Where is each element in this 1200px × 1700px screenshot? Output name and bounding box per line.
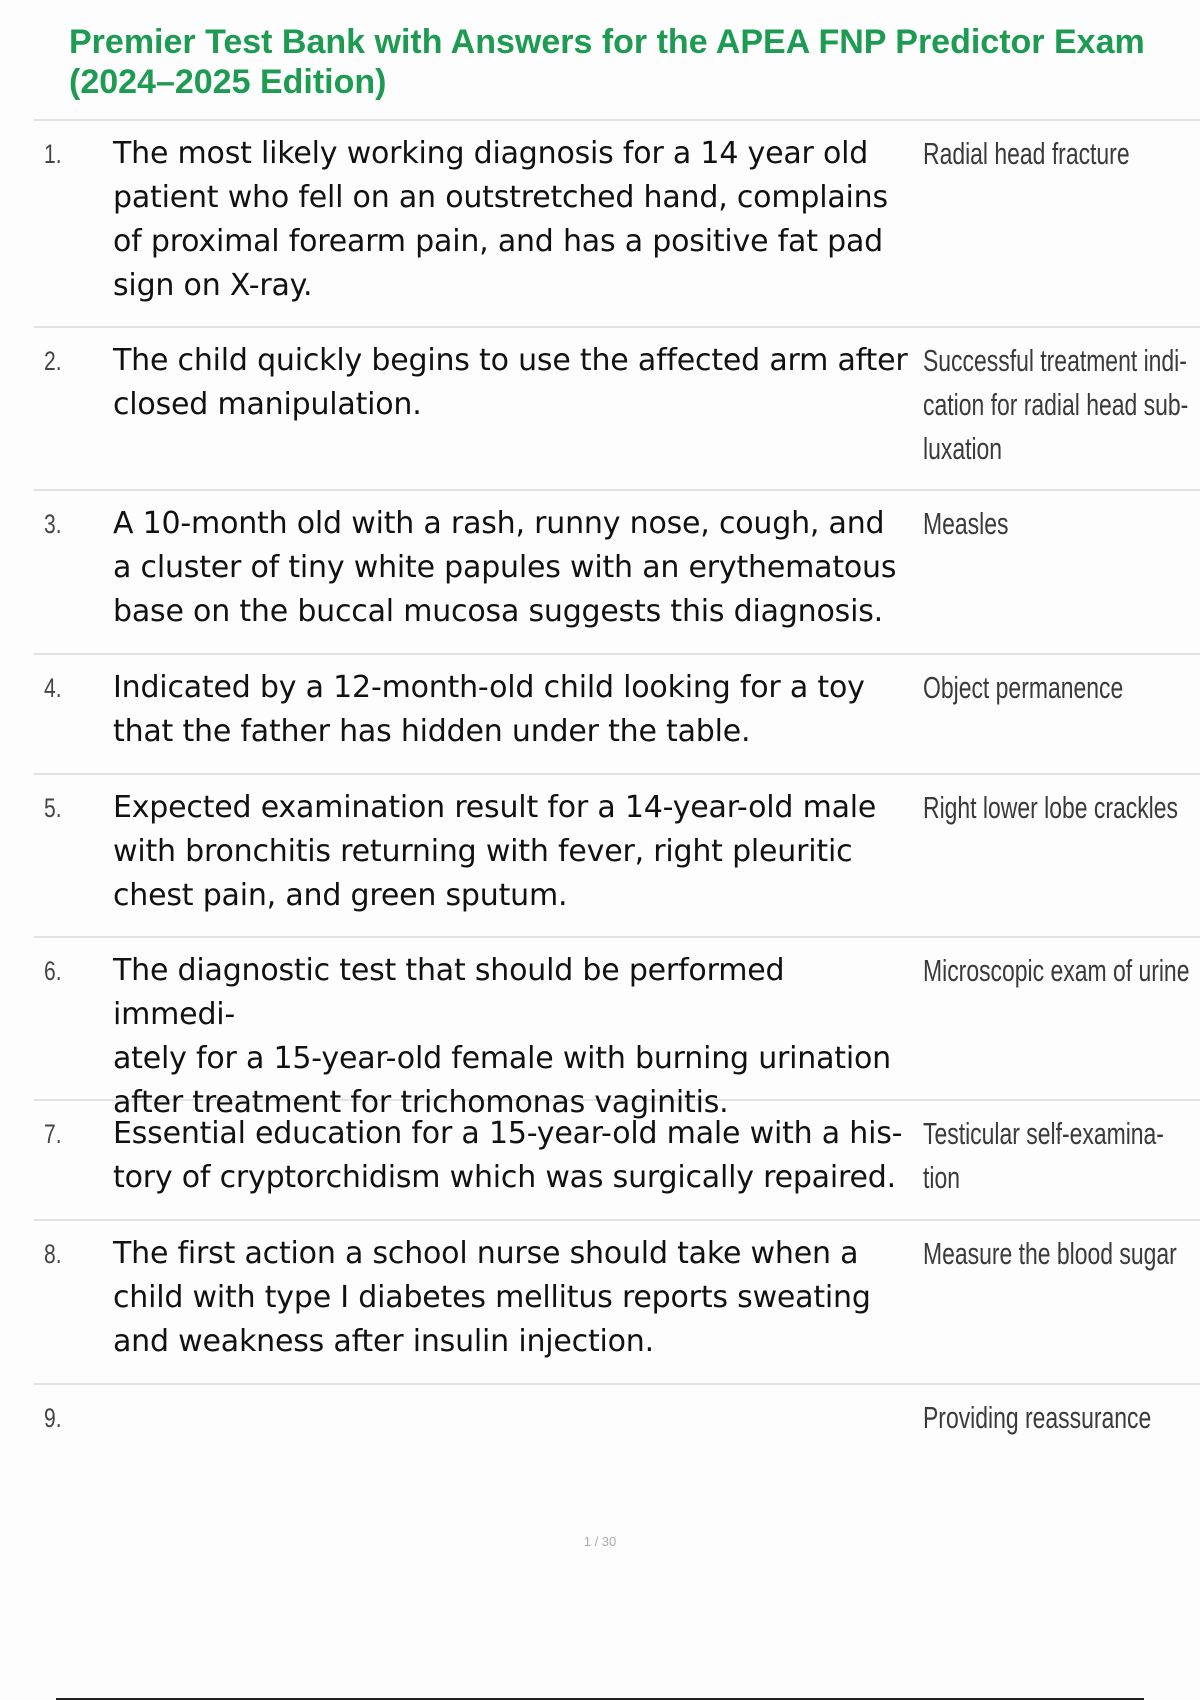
row-separator	[34, 936, 1200, 938]
answer-text	[923, 339, 1197, 471]
question-line: The most likely working diagnosis for a 14 year old	[113, 136, 869, 171]
answer-line: cation for radial head sub-	[923, 387, 1189, 422]
document-title	[69, 22, 1200, 102]
question-line: The child quickly begins to use the affected arm after	[113, 343, 908, 378]
row-separator	[34, 773, 1200, 775]
question-text	[113, 132, 913, 308]
answer-line: Providing reassurance	[923, 1400, 1152, 1435]
answer-text	[923, 1396, 1197, 1440]
question-line: The first action a school nurse should take when a	[113, 1236, 859, 1271]
question-line: after treatment for trichomonas vaginitis.	[113, 1085, 729, 1120]
question-text	[113, 666, 913, 754]
row-separator	[34, 653, 1200, 655]
question-line: patient who fell on an outstretched hand, complains	[113, 180, 888, 215]
question-text	[113, 339, 913, 427]
question-number: 4.	[44, 673, 62, 703]
question-number: 5.	[44, 793, 62, 823]
question-number: 3.	[44, 509, 62, 539]
answer-line: Radial head fracture	[923, 136, 1130, 171]
answer-text	[923, 1112, 1197, 1200]
question-line: closed manipulation.	[113, 387, 422, 422]
question-line: child with type I diabetes mellitus reports sweating	[113, 1280, 871, 1315]
answer-line: Measure the blood sugar	[923, 1236, 1177, 1271]
question-line: Essential education for a 15-year-old male with a his-	[113, 1116, 903, 1151]
question-text	[113, 1112, 913, 1200]
row-separator	[34, 326, 1200, 328]
answer-text	[923, 949, 1197, 993]
answer-text	[923, 666, 1197, 710]
question-number: 2.	[44, 346, 62, 376]
question-line: Expected examination result for a 14-year-old male	[113, 790, 877, 825]
question-number: 1.	[44, 139, 62, 169]
question-line: A 10-month old with a rash, runny nose, cough, and	[113, 506, 885, 541]
answer-text	[923, 502, 1197, 546]
question-line: Indicated by a 12-month-old child looking for a toy	[113, 670, 865, 705]
title-line-1: Premier Test Bank with Answers for the APEA FNP Predictor Exam	[69, 23, 1145, 61]
question-line: a cluster of tiny white papules with an erythematous	[113, 550, 897, 585]
answer-line: Microscopic exam of urine	[923, 953, 1190, 988]
answer-line: Measles	[923, 506, 1009, 541]
row-separator	[34, 119, 1200, 121]
question-text	[113, 1232, 913, 1364]
answer-line: Successful treatment indi-	[923, 343, 1187, 378]
question-text	[113, 949, 913, 1125]
question-text	[113, 502, 913, 634]
question-line: of proximal forearm pain, and has a positive fat pad	[113, 224, 883, 259]
answer-text	[923, 1232, 1197, 1276]
answer-line: Object permanence	[923, 670, 1124, 705]
question-line: sign on X-ray.	[113, 268, 313, 303]
answer-text	[923, 132, 1197, 176]
row-separator	[34, 1383, 1200, 1385]
question-line: ately for a 15-year-old female with burning urination	[113, 1041, 891, 1076]
page-indicator: 1 / 30	[583, 1534, 617, 1549]
title-line-2: (2024–2025 Edition)	[69, 63, 387, 101]
question-number: 9.	[44, 1403, 62, 1433]
answer-line: Testicular self-examina-	[923, 1116, 1164, 1151]
question-line: with bronchitis returning with fever, right pleuritic	[113, 834, 853, 869]
question-line: and weakness after insulin injection.	[113, 1324, 654, 1359]
question-line: The diagnostic test that should be performed immedi-	[113, 953, 785, 1032]
answer-line: tion	[923, 1160, 960, 1195]
answer-line: Right lower lobe crackles	[923, 790, 1178, 825]
question-line: that the father has hidden under the table.	[113, 714, 751, 749]
answer-text	[923, 786, 1197, 830]
question-number: 6.	[44, 956, 62, 986]
question-text	[113, 786, 913, 918]
question-number: 7.	[44, 1119, 62, 1149]
question-number: 8.	[44, 1239, 62, 1269]
answer-line: luxation	[923, 431, 1003, 466]
row-separator	[34, 1219, 1200, 1221]
question-line: tory of cryptorchidism which was surgically repaired.	[113, 1160, 896, 1195]
question-line: chest pain, and green sputum.	[113, 878, 568, 913]
row-separator	[34, 489, 1200, 491]
question-line: base on the buccal mucosa suggests this diagnosis.	[113, 594, 883, 629]
